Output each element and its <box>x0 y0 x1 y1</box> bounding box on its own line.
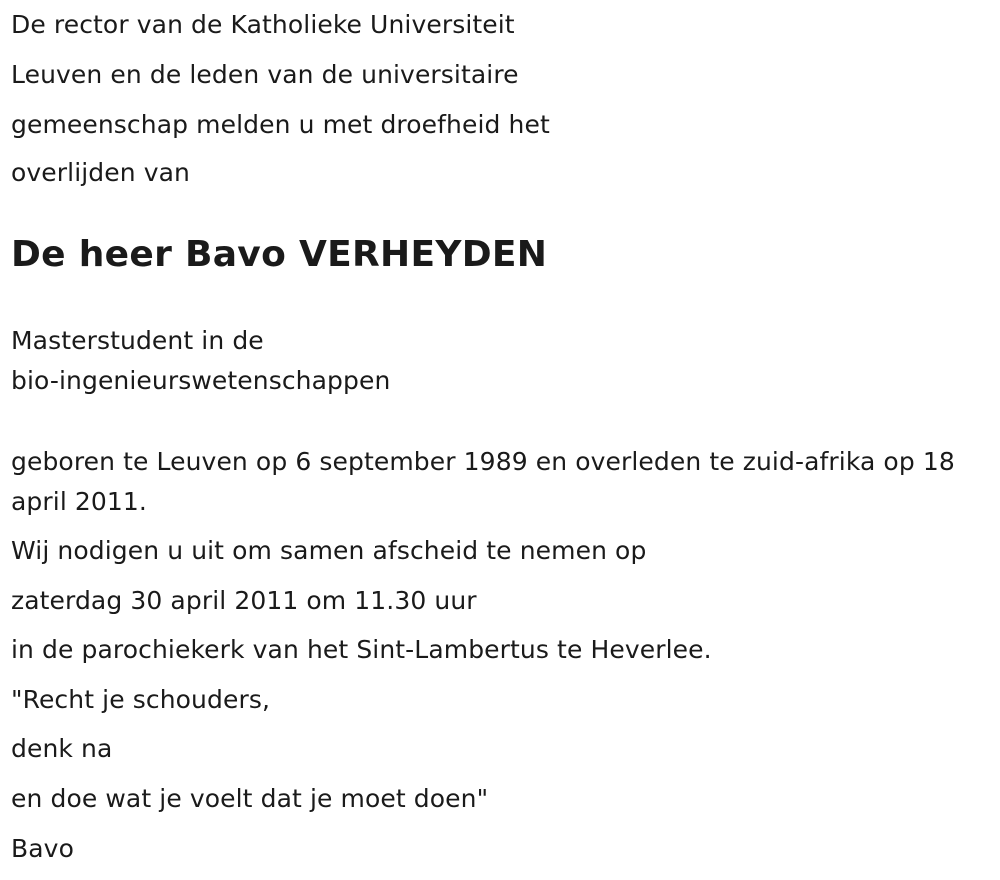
quote-line-2: denk na <box>11 734 113 763</box>
quote-line-3: en doe wat je voelt dat je moet doen" <box>11 784 489 813</box>
quote-signature: Bavo <box>11 834 74 863</box>
intro-line-4: overlijden van <box>11 158 190 187</box>
birth-death-details: geboren te Leuven op 6 september 1989 en overleden te zuid-afrika op 18 april 2011. <box>11 447 955 516</box>
funeral-date-time: zaterdag 30 april 2011 om 11.30 uur <box>11 586 477 615</box>
deceased-title-line-1: Masterstudent in de <box>11 326 264 355</box>
invitation-line: Wij nodigen u uit om samen afscheid te nemen op <box>11 536 647 565</box>
intro-line-3: gemeenschap melden u met droefheid het <box>11 110 550 139</box>
deceased-title-line-2: bio-ingenieurswetenschappen <box>11 366 391 395</box>
intro-line-1: De rector van de Katholieke Universiteit <box>11 10 515 39</box>
intro-line-2: Leuven en de leden van de universitaire <box>11 60 519 89</box>
funeral-location: in de parochiekerk van het Sint-Lambertus te Heverlee. <box>11 635 712 664</box>
quote-line-1: "Recht je schouders, <box>11 685 270 714</box>
deceased-name: De heer Bavo VERHEYDEN <box>11 234 548 275</box>
